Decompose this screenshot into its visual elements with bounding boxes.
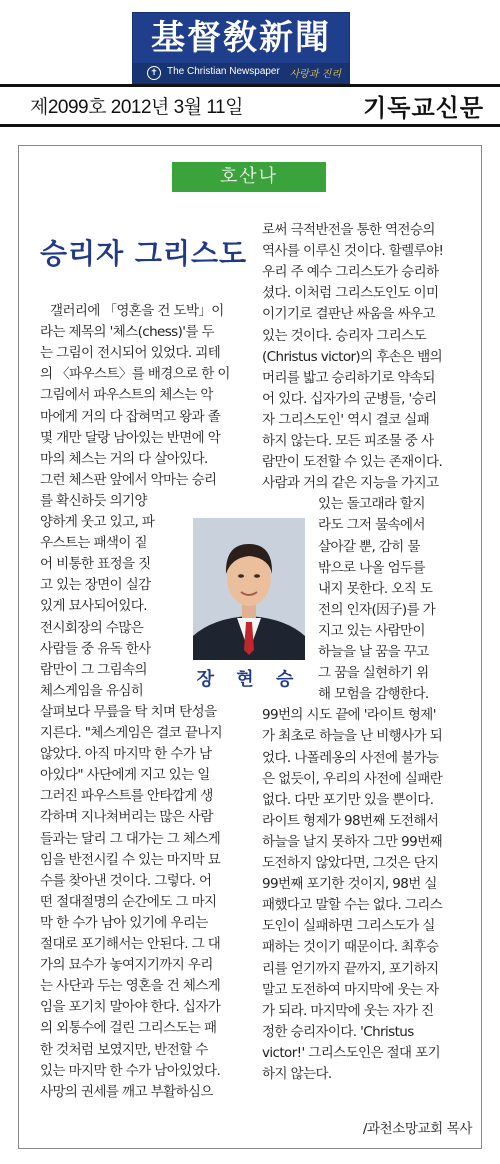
author-photo bbox=[193, 518, 305, 660]
article-line: 아있다" 사단에게 지고 있는 일 bbox=[40, 767, 210, 784]
article-line: 의 〈파우스트〉를 배경으로 한 이 bbox=[40, 366, 230, 383]
masthead-title: 基督敎新聞 bbox=[151, 18, 331, 58]
article-line: 살아갈 뿐, 감히 물 bbox=[318, 538, 420, 555]
article-line: 사람과 거의 같은 지능을 가지고 bbox=[262, 475, 439, 492]
column-title-badge: 호산나 bbox=[172, 162, 326, 192]
author-byline: /과천소망교회 목사 bbox=[362, 1121, 472, 1137]
article-headline: 승리자 그리스도 bbox=[40, 237, 248, 270]
article-line: 하지 않는다. 모든 피조물 중 사 bbox=[262, 433, 434, 449]
article-line: 가의 묘수가 놓여지기까지 우리 bbox=[40, 957, 213, 974]
article-line: 내지 못한다. 오직 도 bbox=[318, 580, 433, 597]
article-line: 양하게 웃고 있고, 파 bbox=[40, 514, 155, 530]
article-line: 그 꿈을 실현하기 위 bbox=[318, 665, 429, 682]
article-line: 라이트 형제가 98번째 도전해서 bbox=[262, 812, 439, 829]
article-line: 패하는 것이기 때문이다. 최후승 bbox=[262, 939, 439, 956]
article-line: 셨다. 이처럼 그리스도인도 이미 bbox=[262, 285, 439, 302]
issue-date: 제2099호 2012년 3월 11일 bbox=[30, 97, 243, 118]
article-line: 었다. 나폴레옹의 사전에 불가능 bbox=[262, 749, 439, 766]
article-line: 가 최초로 하늘을 난 비행사가 되 bbox=[262, 728, 443, 745]
article-line: 로써 극적반전을 통한 역전승의 bbox=[262, 222, 435, 238]
article-line: 않았다. 아직 마지막 한 수가 남 bbox=[40, 746, 212, 763]
article-line: 도인이 실패하면 그리스도가 실 bbox=[262, 918, 435, 935]
article-line: 그러진 파우스트를 안타깝게 생 bbox=[40, 788, 213, 805]
newspaper-masthead bbox=[132, 12, 350, 84]
article-line: 99번째 포기한 것이지, 98번 실 bbox=[262, 876, 437, 893]
article-line: 마의 체스는 거의 다 살아있다. bbox=[40, 450, 208, 467]
article-line: 우스트는 패색이 짙 bbox=[40, 535, 147, 552]
article-line: (Christus victor)의 후손은 뱀의 bbox=[262, 348, 443, 365]
article-line: 머리를 밟고 승리하기로 약속되 bbox=[262, 369, 435, 386]
article-line: 밖으로 나올 엄두를 bbox=[318, 559, 425, 576]
article-line: 하늘을 날지 못하자 그만 99번째 bbox=[262, 833, 443, 850]
article-line: 막 한 수가 남아 있기에 우리는 bbox=[40, 914, 208, 931]
article-line: 살펴보다 무릎을 탁 치며 탄성을 bbox=[40, 703, 217, 720]
article-line: 우리 주 예수 그리스도가 승리하 bbox=[262, 264, 439, 281]
top-rule bbox=[0, 84, 500, 87]
article-line: 지른다. "체스게임은 결코 끝나지 bbox=[40, 725, 223, 741]
article-line: 정한 승리자이다. 'Christus bbox=[262, 1023, 414, 1040]
article-line: 해 모험을 감행한다. bbox=[318, 686, 429, 703]
article-line: 각하며 지나쳐버리는 많은 사람 bbox=[40, 809, 213, 826]
article-line: 어 비통한 표정을 짓 bbox=[40, 556, 151, 573]
article-line: 자 그리스도인' 역시 결코 실패 bbox=[262, 411, 430, 428]
author-name-caption: 장 현 승 bbox=[196, 669, 302, 690]
article-line: 지고 있는 사람만이 bbox=[318, 622, 425, 639]
article-line: 없다. 다만 포기만 있을 뿐이다. bbox=[262, 791, 434, 808]
article-line: 고 있는 장면이 실감 bbox=[40, 577, 151, 594]
article-line: 있는 마지막 한 수가 남아있었다. bbox=[40, 1062, 221, 1079]
article-line: 수를 찾아낸 것이다. 그렇다. 어 bbox=[40, 872, 212, 889]
article-line: 를 확신하듯 의기양 bbox=[40, 492, 147, 509]
masthead-subtitle: The Christian Newspaper bbox=[167, 66, 280, 77]
article-line: 어 있다. 십자가의 군병들, '승리 bbox=[262, 390, 437, 407]
article-line: 몇 개만 달랑 남아있는 반면에 악 bbox=[40, 429, 221, 446]
article-line: 이기기로 결판난 싸움을 싸우고 bbox=[262, 306, 435, 323]
article-line: 전의 인자(因子)를 가 bbox=[318, 601, 436, 618]
paper-name: 기독교신문 bbox=[363, 94, 484, 122]
article-line: 갤러리에 「영혼을 건 도박」이 bbox=[50, 303, 224, 319]
article-line: 역사를 이루신 것이다. 할렐루야! bbox=[262, 243, 444, 260]
article-line: 하늘을 날 꿈을 꾸고 bbox=[318, 644, 429, 660]
article-line: 는 그림이 전시되어 있었다. 괴테 bbox=[40, 345, 221, 362]
article-line: 떤 절대절명의 순간에도 그 마지 bbox=[40, 893, 217, 910]
article-line: 99번의 시도 끝에 '라이트 형제' bbox=[262, 707, 436, 724]
article-line: 체스게임을 유심히 bbox=[40, 682, 144, 699]
article-line: 절대로 포기해서는 안된다. 그 대 bbox=[40, 936, 221, 952]
article-line: 그림에서 파우스트의 체스는 악 bbox=[40, 387, 213, 404]
portrait-image bbox=[193, 518, 305, 660]
article-line: 그런 체스판 앞에서 악마는 승리 bbox=[40, 471, 217, 488]
newspaper-logo-icon: ✝ bbox=[147, 66, 161, 80]
article-line: 마에게 거의 다 잡혀먹고 왕과 졸 bbox=[40, 408, 221, 425]
article-line: 라는 제목의 '체스(chess)'를 두 bbox=[40, 324, 214, 341]
article-line: 도전하지 않았다면, 그것은 단지 bbox=[262, 855, 439, 871]
article-line: 임을 포기치 말아야 한다. 십자가 bbox=[40, 999, 221, 1016]
article-line: victor!' 그리스도인은 절대 포기 bbox=[262, 1044, 441, 1061]
article-line: 임을 반전시킬 수 있는 마지막 묘 bbox=[40, 851, 221, 868]
masthead-slogan: 사랑과 진리 bbox=[289, 69, 341, 80]
article-line: 사망의 권세를 깨고 부활하심으 bbox=[40, 1083, 213, 1100]
article-line: 리를 얻기까지 끝까지, 포기하지 bbox=[262, 960, 439, 977]
article-line: 람만이 그 그림속의 bbox=[40, 661, 147, 678]
article-line: 있는 돌고래라 할지 bbox=[318, 496, 425, 513]
article-line: 들과는 달리 그 대가는 그 체스게 bbox=[40, 830, 221, 847]
article-line: 하지 않는다. bbox=[262, 1066, 332, 1082]
article-line: 말고 도전하여 마지막에 웃는 자 bbox=[262, 981, 439, 998]
article-line: 람만이 도전할 수 있는 존재이다. bbox=[262, 454, 443, 471]
article-line: 패했다고 말할 수는 없다. 그리스 bbox=[262, 897, 443, 914]
article-line: 라도 그저 물속에서 bbox=[318, 517, 425, 534]
header-rule bbox=[0, 124, 500, 127]
article-line: 전시회장의 수많은 bbox=[40, 619, 144, 636]
article-line: 는 사단과 두는 영혼을 건 체스게 bbox=[40, 978, 221, 995]
article-line: 한 것처럼 보였지만, 반전할 수 bbox=[40, 1041, 208, 1058]
article-line: 의 외통수에 걸린 그리스도는 패 bbox=[40, 1020, 217, 1037]
article-line: 은 없듯이, 우리의 사전에 실패란 bbox=[262, 770, 443, 787]
article-line: 있는 것이다. 승리자 그리스도 bbox=[262, 327, 427, 344]
article-line: 있게 묘사되어있다. bbox=[40, 598, 147, 615]
article-line: 가 되라. 마지막에 웃는 자가 진 bbox=[262, 1002, 434, 1019]
article-line: 사람들 중 유독 한사 bbox=[40, 640, 151, 657]
